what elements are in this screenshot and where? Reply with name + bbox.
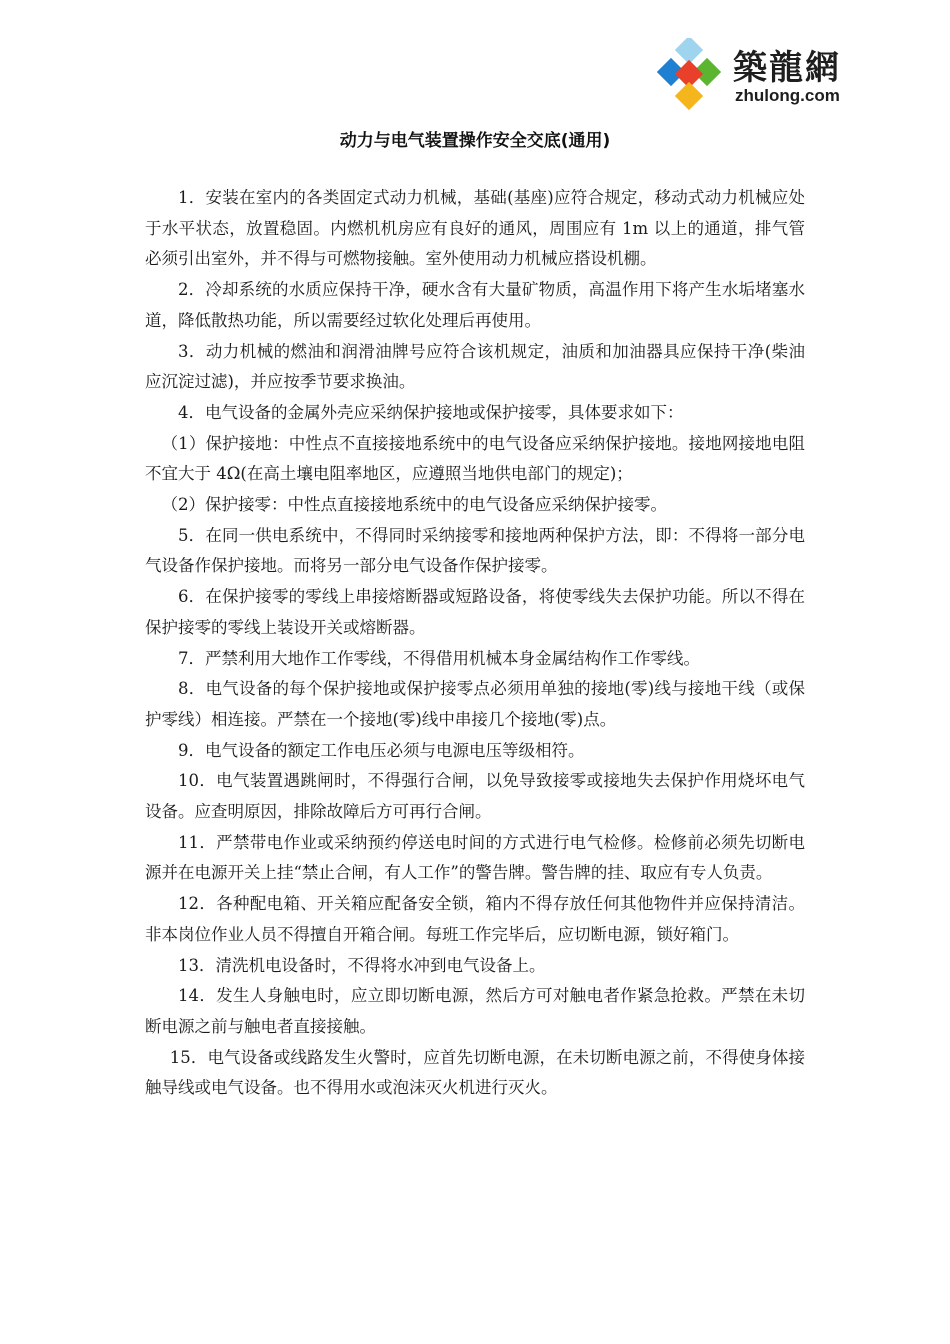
paragraph-4-1: （1）保护接地：中性点不直接接地系统中的电气设备应采纳保护接地。接地网接地电阻不宜大于 4Ω(在高土壤电阻率地区，应遵照当地供电部门的规定)；	[145, 433, 805, 484]
paragraph-1: 1．安装在室内的各类固定式动力机械，基础(基座)应符合规定，移动式动力机械应处于水平状态，放置稳固。内燃机机房应有良好的通风，周围应有 1m 以上的通道，排气管必须引出室外，并不得与可燃物接触。室外使用动力机械应搭设机棚。	[145, 188, 805, 269]
paragraph-14: 14．发生人身触电时，应立即切断电源，然后方可对触电者作紧急抢救。严禁在未切断电源之前与触电者直接接触。	[145, 986, 805, 1036]
paragraph-15: 15．电气设备或线路发生火警时，应首先切断电源，在未切断电源之前，不得使身体接触导线或电气设备。也不得用水或泡沫灭火机进行灭火。	[145, 1047, 805, 1098]
document-title: 动力与电气装置操作安全交底(通用)	[339, 131, 611, 151]
logo-chinese-name: 築龍網	[733, 48, 841, 88]
paragraph-10: 10．电气装置遇跳闸时，不得强行合闸，以免导致接零或接地失去保护作用烧坏电气设备。应查明原因，排除故障后方可再行合闸。	[145, 771, 805, 822]
zhulong-cube-icon	[649, 38, 729, 112]
paragraph-13: 13．清洗机电设备时，不得将水冲到电气设备上。	[178, 955, 546, 975]
paragraph-5: 5．在同一供电系统中，不得同时采纳接零和接地两种保护方法，即：不得将一部分电气设备作保护接地。而将另一部分电气设备作保护接零。	[145, 525, 805, 576]
paragraph-6: 6．在保护接零的零线上串接熔断器或短路设备，将使零线失去保护功能。所以不得在保护接零的零线上装设开关或熔断器。	[145, 587, 805, 637]
paragraph-12: 12．各种配电箱、开关箱应配备安全锁，箱内不得存放任何其他物件并应保持清洁。非本岗位作业人员不得擅自开箱合闸。每班工作完毕后，应切断电源，锁好箱门。	[145, 894, 805, 944]
paragraph-4-2: （2）保护接零：中性点直接接地系统中的电气设备应采纳保护接零。	[161, 495, 667, 515]
document-body	[145, 183, 805, 1104]
paragraph-8: 8．电气设备的每个保护接地或保护接零点必须用单独的接地(零)线与接地干线（或保护零线）相连接。严禁在一个接地(零)线中串接几个接地(零)点。	[145, 679, 805, 729]
paragraph-7: 7．严禁利用大地作工作零线，不得借用机械本身金属结构作工作零线。	[178, 648, 700, 668]
paragraph-3: 3．动力机械的燃油和润滑油牌号应符合该机规定，油质和加油器具应保持干净(柴油应沉淀过滤)，并应按季节要求换油。	[145, 341, 805, 392]
paragraph-2: 2．冷却系统的水质应保持干净，硬水含有大量矿物质，高温作用下将产生水垢堵塞水道，降低散热功能，所以需要经过软化处理后再使用。	[145, 280, 805, 330]
paragraph-9: 9．电气设备的额定工作电压必须与电源电压等级相符。	[178, 740, 585, 760]
zhulong-logo	[643, 34, 865, 114]
paragraph-4: 4．电气设备的金属外壳应采纳保护接地或保护接零，具体要求如下：	[178, 402, 684, 422]
paragraph-11: 11．严禁带电作业或采纳预约停送电时间的方式进行电气检修。检修前必须先切断电源并在电源开关上挂“禁止合闸，有人工作”的警告牌。警告牌的挂、取应有专人负责。	[145, 832, 805, 883]
logo-domain: zhulong.com	[735, 86, 840, 105]
